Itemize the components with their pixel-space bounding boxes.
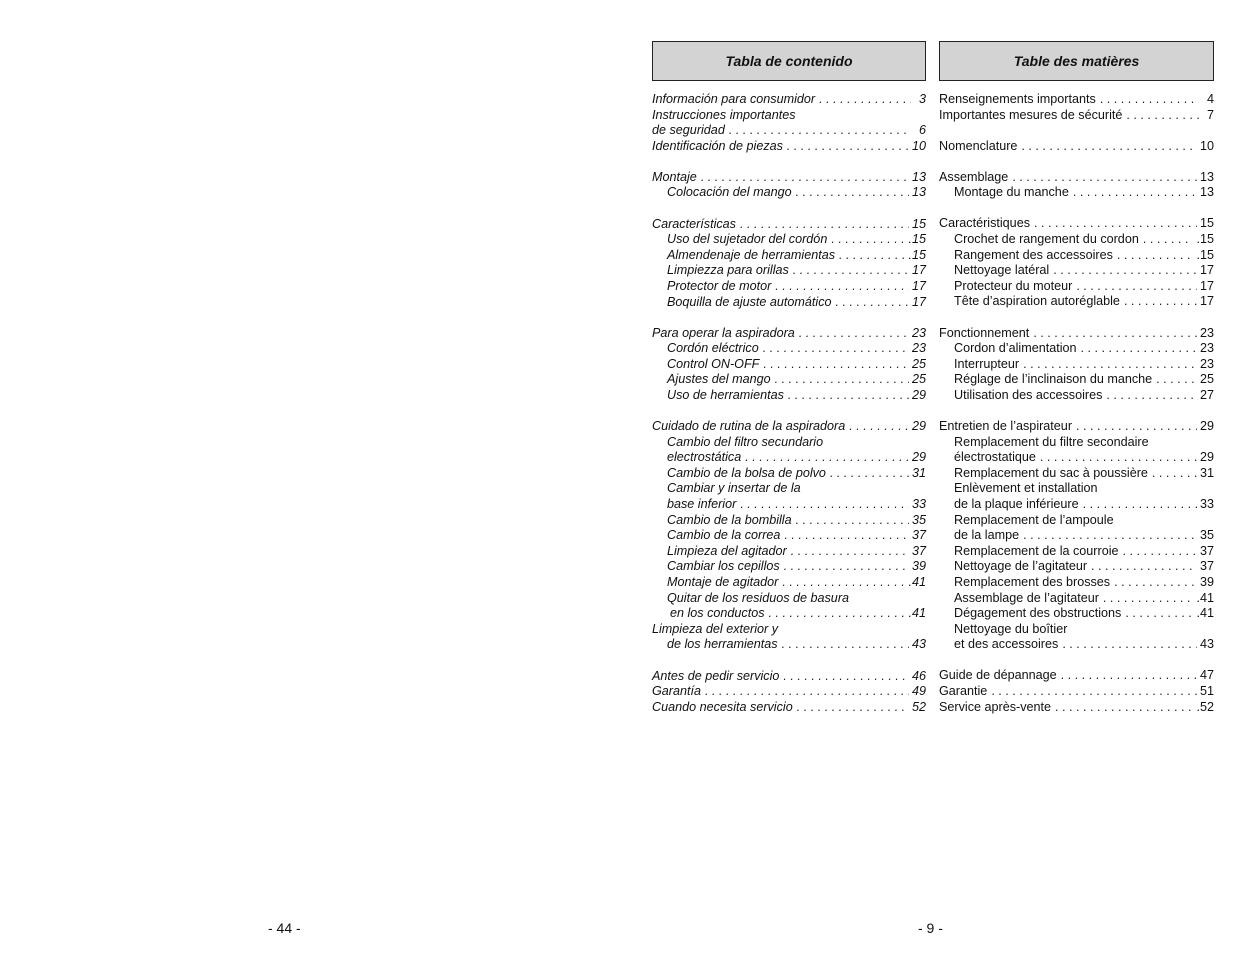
toc-entry: Quitar de los residuos de basura bbox=[667, 590, 850, 605]
toc-entry: Interrupteur . . . 23 bbox=[939, 357, 1214, 373]
toc-entry: Cambiar los cepillos . . . 39 bbox=[652, 559, 926, 575]
toc-entry: Antes de pedir servicio . . . 46 bbox=[652, 669, 926, 685]
toc-entry: electrostática . . . 29 bbox=[652, 450, 926, 466]
toc-entry: Limpiezza para orillas . . . 17 bbox=[652, 263, 926, 279]
toc-entry: Caractéristiques . . . 15 bbox=[939, 216, 1214, 232]
toc-entry: Almendenaje de herramientas . . . .15 bbox=[652, 248, 926, 264]
toc-title-spanish: Tabla de contenido bbox=[652, 41, 926, 81]
toc-entry: Instrucciones importantes bbox=[652, 107, 796, 122]
toc-entry: Remplacement du filtre secondaire bbox=[954, 434, 1149, 449]
toc-entry: Tête d’aspiration autoréglable . . . 17 bbox=[939, 294, 1214, 310]
toc-entry: Guide de dépannage . . . 47 bbox=[939, 668, 1214, 684]
toc-entry: Control ON-OFF . . . 25 bbox=[652, 357, 926, 373]
toc-french bbox=[939, 41, 1214, 715]
toc-entry: Cuidado de rutina de la aspiradora . . . 29 bbox=[652, 419, 926, 435]
toc-entry: Dégagement des obstructions . . . .41 bbox=[939, 606, 1214, 622]
toc-entry: électrostatique . . . 29 bbox=[939, 450, 1214, 466]
toc-entry: Remplacement du sac à poussière . . . 31 bbox=[939, 466, 1214, 482]
toc-entry: Cuando necesita servicio . . . 52 bbox=[652, 700, 926, 714]
toc-list-spanish bbox=[652, 92, 926, 714]
toc-entry: Montage du manche . . . 13 bbox=[939, 185, 1214, 201]
toc-entry: Remplacement de l’ampoule bbox=[954, 512, 1114, 527]
toc-entry: Protector de motor . . . 17 bbox=[652, 279, 926, 295]
toc-entry: Nomenclature . . . 10 bbox=[939, 139, 1214, 155]
toc-entry: Rangement des accessoires . . . .15 bbox=[939, 248, 1214, 264]
toc-entry: Ajustes del mango . . . 25 bbox=[652, 372, 926, 388]
toc-entry: Remplacement de la courroie . . . 37 bbox=[939, 544, 1214, 560]
toc-list-french bbox=[939, 92, 1214, 715]
toc-entry: Enlèvement et installation bbox=[954, 481, 1098, 496]
toc-title-french: Table des matières bbox=[939, 41, 1214, 81]
toc-entry: Limpieza del exterior y bbox=[652, 621, 778, 636]
toc-entry: de la plaque inférieure . . . 33 bbox=[939, 497, 1214, 513]
toc-entry: Nettoyage de l’agitateur . . . 37 bbox=[939, 559, 1214, 575]
toc-entry: Cordon d’alimentation . . . 23 bbox=[939, 341, 1214, 357]
toc-spanish bbox=[652, 41, 926, 714]
toc-entry: Colocación del mango . . . 13 bbox=[652, 185, 926, 201]
toc-entry: et des accessoires . . . 43 bbox=[939, 637, 1214, 653]
toc-entry: Protecteur du moteur . . . 17 bbox=[939, 279, 1214, 295]
toc-entry: Cambiar y insertar de la bbox=[667, 481, 801, 496]
toc-entry: Cordón eléctrico . . . 23 bbox=[652, 341, 926, 357]
toc-entry: Cambio de la correa . . . 37 bbox=[652, 528, 926, 544]
toc-entry: Garantie . . . 51 bbox=[939, 684, 1214, 700]
toc-entry: Información para consumidor . . . 3 bbox=[652, 92, 926, 108]
toc-entry: Para operar la aspiradora . . . 23 bbox=[652, 326, 926, 342]
toc-entry: Renseignements importants . . . 4 bbox=[939, 92, 1214, 108]
toc-entry: Utilisation des accessoires . . . 27 bbox=[939, 388, 1214, 404]
toc-entry: Limpieza del agitador . . . 37 bbox=[652, 544, 926, 560]
toc-entry: Cambio del filtro secundario bbox=[667, 434, 824, 449]
toc-entry: Uso de herramientas . . . 29 bbox=[652, 388, 926, 404]
toc-entry: Montaje de agitador . . . .41 bbox=[652, 575, 926, 591]
toc-entry: Assemblage de l’agitateur . . . .41 bbox=[939, 591, 1214, 607]
toc-entry: en los conductos . . . .41 bbox=[652, 606, 926, 622]
toc-entry: base inferior . . . 33 bbox=[652, 497, 926, 513]
toc-entry: Assemblage . . . 13 bbox=[939, 170, 1214, 186]
toc-entry: Boquilla de ajuste automático . . . 17 bbox=[652, 295, 926, 311]
toc-entry: de los herramientas . . . 43 bbox=[652, 637, 926, 653]
toc-entry: Remplacement des brosses . . . 39 bbox=[939, 575, 1214, 591]
toc-entry: Crochet de rangement du cordon . . . .15 bbox=[939, 232, 1214, 248]
toc-entry: de seguridad . . . 6 bbox=[652, 123, 926, 139]
page-number-right: - 9 - bbox=[918, 920, 943, 936]
toc-entry: Características . . . 15 bbox=[652, 217, 926, 233]
toc-entry: de la lampe . . . 35 bbox=[939, 528, 1214, 544]
toc-entry: Entretien de l’aspirateur . . . 29 bbox=[939, 419, 1214, 435]
toc-entry: Cambio de la bolsa de polvo . . . 31 bbox=[652, 466, 926, 482]
toc-entry: Identificación de piezas . . . 10 bbox=[652, 139, 926, 155]
toc-entry: Nettoyage du boîtier bbox=[954, 621, 1068, 636]
toc-entry: Uso del sujetador del cordón . . . .15 bbox=[652, 232, 926, 248]
toc-entry: Importantes mesures de sécurité . . . 7 bbox=[939, 108, 1214, 124]
toc-entry: Service après-vente . . . .52 bbox=[939, 700, 1214, 716]
toc-entry: Réglage de l’inclinaison du manche . . . 25 bbox=[939, 372, 1214, 388]
page-number-left: - 44 - bbox=[268, 920, 301, 936]
toc-entry: Cambio de la bombilla . . . 35 bbox=[652, 513, 926, 529]
toc-entry: Montaje . . . 13 bbox=[652, 170, 926, 186]
toc-entry: Fonctionnement . . . 23 bbox=[939, 326, 1214, 342]
toc-entry: Nettoyage latéral . . . 17 bbox=[939, 263, 1214, 279]
toc-entry: Garantía . . . 49 bbox=[652, 684, 926, 700]
